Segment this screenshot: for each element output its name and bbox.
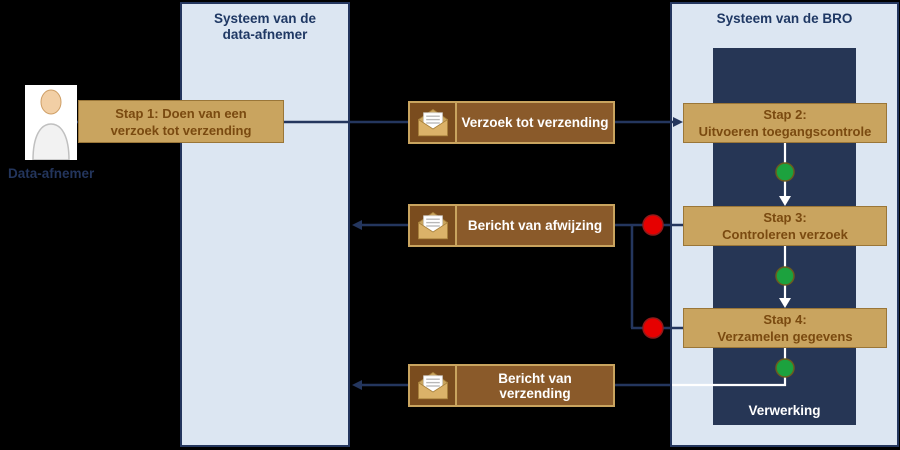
message-label: Verzoek tot verzending bbox=[461, 115, 609, 130]
step1-box bbox=[78, 100, 284, 143]
step1-line: Stap 1: Doen van een bbox=[115, 105, 247, 121]
step3-line: Controleren verzoek bbox=[722, 227, 848, 242]
step4-line: Verzamelen gegevens bbox=[717, 329, 853, 344]
message-label: Bericht van afwijzing bbox=[467, 218, 603, 233]
lane-title-line: data-afnemer bbox=[222, 27, 308, 42]
step1-line: verzoek tot verzending bbox=[110, 122, 252, 138]
lane-title-line: Systeem van de BRO bbox=[716, 11, 853, 26]
arrowhead-left-afwijzing bbox=[352, 220, 362, 230]
lane-data-afnemer-systeem bbox=[180, 2, 350, 447]
message-verzoek-tot-verzending bbox=[408, 101, 615, 144]
lane-title-line: Systeem van de bbox=[213, 11, 317, 26]
step2-line: Uitvoeren toegangscontrole bbox=[698, 124, 872, 139]
actor-data-afnemer bbox=[25, 85, 77, 160]
reject-dot-2 bbox=[643, 318, 663, 338]
step3-line: Stap 3: bbox=[763, 210, 807, 225]
message-label: Bericht van verzending bbox=[498, 370, 572, 401]
step2-box bbox=[683, 103, 887, 143]
step3-box bbox=[683, 206, 887, 246]
reject-dot-1 bbox=[643, 215, 663, 235]
step2-line: Stap 2: bbox=[763, 107, 807, 122]
envelope-icon bbox=[410, 103, 457, 142]
step4-line: Stap 4: bbox=[763, 312, 807, 327]
actor-label: Data-afnemer bbox=[8, 166, 95, 181]
step4-box bbox=[683, 308, 887, 348]
person-icon bbox=[25, 85, 77, 160]
lane-title-bro bbox=[672, 11, 897, 27]
arrowhead-left-verzending bbox=[352, 380, 362, 390]
lane-title-data-afnemer bbox=[182, 11, 348, 43]
envelope-icon bbox=[410, 206, 457, 245]
envelope-icon bbox=[410, 366, 457, 405]
message-bericht-van-afwijzing bbox=[408, 204, 615, 247]
verwerking-label: Verwerking bbox=[748, 403, 821, 418]
message-bericht-van-verzending bbox=[408, 364, 615, 407]
